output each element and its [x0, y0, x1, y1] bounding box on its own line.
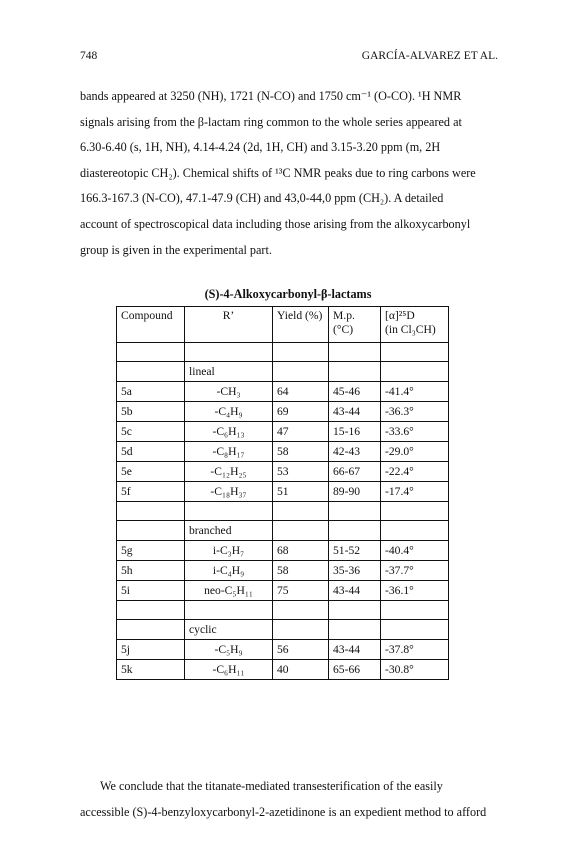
substituent-cell: -C₄H₉	[185, 402, 273, 422]
yield-cell: 75	[273, 581, 329, 601]
optical-rotation-cell: -30.8°	[381, 660, 449, 680]
optical-rotation-cell: -33.6°	[381, 422, 449, 442]
yield-cell: 53	[273, 462, 329, 482]
empty-cell	[273, 601, 329, 620]
compound-cell: 5k	[117, 660, 185, 680]
substituent-cell: -C₁₂H₂₅	[185, 462, 273, 482]
group-row	[117, 362, 449, 382]
group-label: branched	[185, 521, 273, 541]
empty-cell	[381, 521, 449, 541]
empty-cell	[381, 601, 449, 620]
table-row	[117, 402, 449, 422]
header-compound: Compound	[117, 307, 185, 343]
text-line: 166.3-167.3 (N-CO), 47.1-47.9 (CH) and 43,0-44,0 ppm (CH₂). A detailed	[80, 191, 444, 206]
empty-cell	[329, 362, 381, 382]
table-title: (S)-4-Alkoxycarbonyl-β-lactams	[204, 287, 372, 301]
melting-point-cell: 35-36	[329, 561, 381, 581]
header-mp: M.p. (°C)	[329, 307, 381, 343]
compound-cell: 5c	[117, 422, 185, 442]
yield-cell: 69	[273, 402, 329, 422]
substituent-cell: -CH₃	[185, 382, 273, 402]
yield-cell: 64	[273, 382, 329, 402]
yield-cell: 58	[273, 442, 329, 462]
text-line: 6.30-6.40 (s, 1H, NH), 4.14-4.24 (2d, 1H, CH) and 3.15-3.20 ppm (m, 2H	[80, 140, 441, 155]
melting-point-cell: 66-67	[329, 462, 381, 482]
text-line: bands appeared at 3250 (NH), 1721 (N-CO) and 1750 cm⁻¹ (O-CO). ¹H NMR	[80, 89, 462, 103]
empty-cell	[273, 362, 329, 382]
compound-cell: 5f	[117, 482, 185, 502]
optical-rotation-cell: -36.3°	[381, 402, 449, 422]
empty-cell	[381, 620, 449, 640]
empty-cell	[117, 343, 185, 362]
header-yield: Yield (%)	[273, 307, 329, 343]
empty-cell	[273, 502, 329, 521]
compound-cell: 5h	[117, 561, 185, 581]
substituent-cell: neo-C₅H₁₁	[185, 581, 273, 601]
yield-cell: 47	[273, 422, 329, 442]
yield-cell: 51	[273, 482, 329, 502]
optical-rotation-cell: -29.0°	[381, 442, 449, 462]
empty-cell	[329, 502, 381, 521]
substituent-cell: -C₆H₁₁	[185, 660, 273, 680]
text-line: diastereotopic CH₂). Chemical shifts of ¹³C NMR peaks due to ring carbons were	[80, 165, 476, 180]
body-paragraph-1	[80, 84, 500, 263]
empty-cell	[117, 502, 185, 521]
body-paragraph-2	[80, 773, 500, 825]
group-label: cyclic	[185, 620, 273, 640]
text-line: account of spectroscopical data including those arising from the alkoxycarbonyl	[80, 216, 471, 231]
empty-cell	[117, 620, 185, 640]
table-row	[117, 541, 449, 561]
melting-point-cell: 42-43	[329, 442, 381, 462]
melting-point-cell: 45-46	[329, 382, 381, 402]
substituent-cell: i-C₃H₇	[185, 541, 273, 561]
page-number: 748	[80, 50, 98, 62]
empty-cell	[117, 521, 185, 541]
compound-cell: 5b	[117, 402, 185, 422]
substituent-cell: -C₈H₁₇	[185, 442, 273, 462]
empty-cell	[329, 521, 381, 541]
yield-cell: 56	[273, 640, 329, 660]
table-row	[117, 382, 449, 402]
compound-cell: 5a	[117, 382, 185, 402]
text-line: group is given in the experimental part.	[80, 242, 272, 257]
empty-cell	[185, 601, 273, 620]
compound-cell: 5d	[117, 442, 185, 462]
optical-rotation-cell: -17.4°	[381, 482, 449, 502]
spacer-row	[117, 601, 449, 620]
yield-cell: 68	[273, 541, 329, 561]
header-r: R’	[185, 307, 273, 343]
melting-point-cell: 15-16	[329, 422, 381, 442]
empty-cell	[381, 343, 449, 362]
empty-cell	[273, 620, 329, 640]
substituent-cell: -C₅H₉	[185, 640, 273, 660]
melting-point-cell: 43-44	[329, 402, 381, 422]
table-row	[117, 442, 449, 462]
empty-cell	[273, 521, 329, 541]
optical-rotation-cell: -40.4°	[381, 541, 449, 561]
substituent-cell: -C₆H₁₃	[185, 422, 273, 442]
substituent-cell: -C₁₈H₃₇	[185, 482, 273, 502]
table-row	[117, 581, 449, 601]
table-row	[117, 482, 449, 502]
text-line: accessible (S)-4-benzyloxycarbonyl-2-azetidinone is an expedient method to afford	[80, 805, 487, 819]
yield-cell: 40	[273, 660, 329, 680]
melting-point-cell: 65-66	[329, 660, 381, 680]
group-row	[117, 620, 449, 640]
empty-cell	[117, 362, 185, 382]
spacer-row	[117, 502, 449, 521]
table-header-row	[117, 307, 449, 343]
empty-cell	[329, 343, 381, 362]
optical-rotation-cell: -37.7°	[381, 561, 449, 581]
compound-cell: 5j	[117, 640, 185, 660]
table-row	[117, 561, 449, 581]
lactams-table	[116, 306, 449, 680]
empty-cell	[185, 343, 273, 362]
empty-cell	[273, 343, 329, 362]
melting-point-cell: 43-44	[329, 640, 381, 660]
optical-rotation-cell: -37.8°	[381, 640, 449, 660]
table-row	[117, 660, 449, 680]
header-alpha: [α]²⁵D (in Cl₃CH)	[381, 307, 449, 343]
compound-cell: 5i	[117, 581, 185, 601]
text-line: signals arising from the β-lactam ring common to the whole series appeared at	[80, 114, 462, 129]
text-line: We conclude that the titanate-mediated transesterification of the easily	[100, 779, 443, 793]
empty-cell	[185, 502, 273, 521]
optical-rotation-cell: -41.4°	[381, 382, 449, 402]
empty-cell	[329, 620, 381, 640]
empty-cell	[381, 502, 449, 521]
compound-cell: 5e	[117, 462, 185, 482]
melting-point-cell: 51-52	[329, 541, 381, 561]
table-row	[117, 640, 449, 660]
spacer-row	[117, 343, 449, 362]
yield-cell: 58	[273, 561, 329, 581]
empty-cell	[117, 601, 185, 620]
group-label: lineal	[185, 362, 273, 382]
melting-point-cell: 43-44	[329, 581, 381, 601]
running-title: GARCÍA-ALVAREZ ET AL.	[361, 50, 498, 62]
empty-cell	[329, 601, 381, 620]
empty-cell	[381, 362, 449, 382]
optical-rotation-cell: -36.1°	[381, 581, 449, 601]
melting-point-cell: 89-90	[329, 482, 381, 502]
substituent-cell: i-C₄H₉	[185, 561, 273, 581]
group-row	[117, 521, 449, 541]
table-row	[117, 422, 449, 442]
table-row	[117, 462, 449, 482]
compound-cell: 5g	[117, 541, 185, 561]
optical-rotation-cell: -22.4°	[381, 462, 449, 482]
